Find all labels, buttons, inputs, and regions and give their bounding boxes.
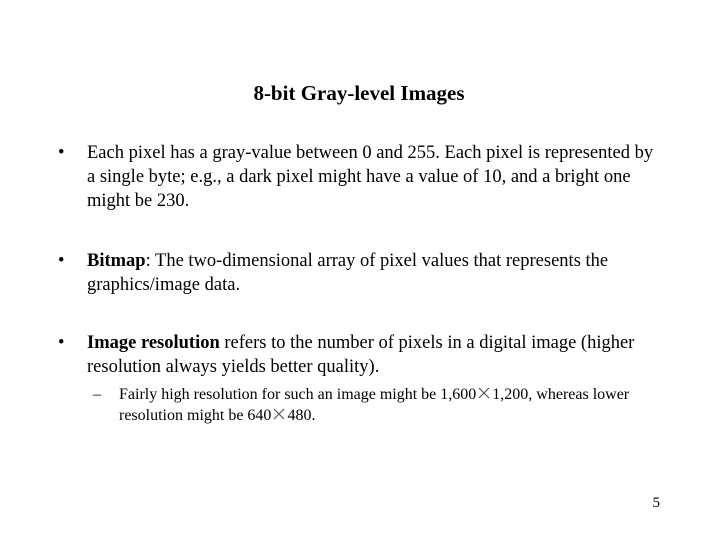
bullet-marker: • [58,143,65,163]
multiply-icon [477,386,491,400]
sub-bullet-marker: – [93,386,101,403]
multiply-icon [272,407,286,421]
bullet-content [87,249,657,297]
bullet-content [87,331,657,379]
sub-bullet-content [119,384,679,426]
bullet-term: Bitmap [87,251,146,271]
sub-bullet-text-3: 480. [287,407,316,424]
bullet-text: Each pixel has a gray-value between 0 and 255. Each pixel is represented by a single byte; e.g., a dark pixel might have a value of 10, and a bright one might be 230. [87,143,654,211]
sub-bullet-text-2: 1,200, whereas lower resolution might be 640 [119,386,630,424]
bullet-text: : The two-dimensional array of pixel values that represents the graphics/image data. [87,251,609,295]
bullet-text: refers to the number of pixels in a digital image (higher resolution always yields better quality). [87,333,635,377]
bullet-marker: • [58,333,65,353]
page-number: 5 [652,495,660,511]
slide-title: 8-bit Gray-level Images [253,81,465,105]
bullet-term: Image resolution [87,333,220,353]
sub-bullet-text-1: Fairly high resolution for such an image might be 1,600 [119,386,477,403]
bullet-marker: • [58,251,65,271]
